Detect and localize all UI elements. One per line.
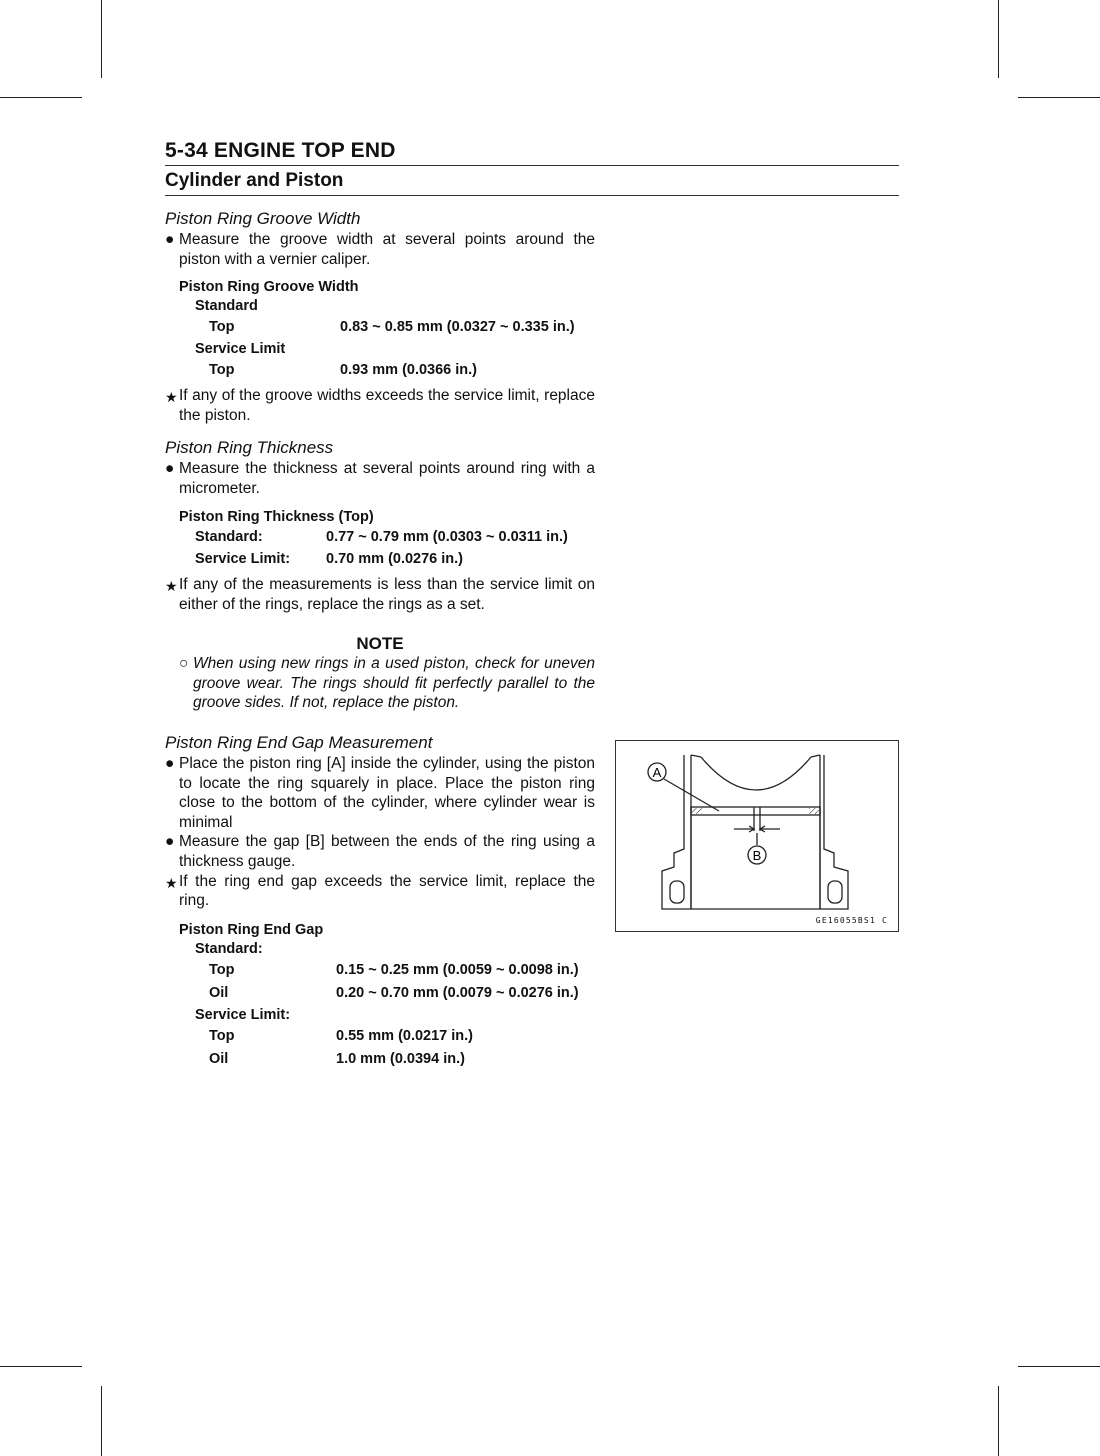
endgap-action-text: If the ring end gap exceeds the service limit, replace the ring. bbox=[179, 872, 595, 910]
endgap-lim-top-row bbox=[209, 1025, 595, 1049]
groove-spec bbox=[179, 278, 595, 382]
spec-value: 0.20 ~ 0.70 mm (0.0079 ~ 0.0276 in.) bbox=[336, 985, 579, 1002]
endgap-action bbox=[165, 872, 595, 911]
spec-key: Oil bbox=[209, 1051, 229, 1068]
crop-mark bbox=[0, 97, 82, 98]
main-content bbox=[165, 208, 595, 1072]
piston-ring bbox=[691, 807, 820, 815]
figure-code: GE16055BS1 C bbox=[815, 916, 888, 925]
endgap-bullet-1-text: Place the piston ring [A] inside the cylinder, using the piston to locate the ring squarely in place. Place the piston ring close to the bottom of the cylinder, where cylinder wear is minimal bbox=[179, 755, 595, 831]
spec-value: 0.70 mm (0.0276 in.) bbox=[326, 550, 464, 567]
spec-value: 1.0 mm (0.0394 in.) bbox=[336, 1051, 465, 1068]
endgap-spec bbox=[179, 921, 595, 1072]
thickness-heading: Piston Ring Thickness bbox=[165, 438, 334, 458]
groove-standard-top-row bbox=[209, 316, 595, 340]
endgap-bullet-2-text: Measure the gap [B] between the ends of the ring using a thickness gauge. bbox=[179, 833, 595, 870]
cylinder-right-wall bbox=[820, 755, 848, 909]
bullet-dot-icon: ● bbox=[165, 460, 175, 478]
page-title: 5-34 ENGINE TOP END bbox=[165, 139, 396, 162]
spec-key: Service Limit: bbox=[195, 550, 291, 567]
figure-label-b: B bbox=[752, 848, 762, 863]
thickness-action bbox=[165, 575, 595, 614]
section-rule bbox=[165, 195, 899, 196]
piston-top-arc bbox=[701, 757, 811, 790]
spec-key: Oil bbox=[209, 985, 229, 1002]
thickness-spec-title: Piston Ring Thickness (Top) bbox=[179, 508, 374, 525]
endgap-lim-oil-row bbox=[209, 1048, 595, 1072]
groove-action bbox=[165, 386, 595, 425]
spec-key: Top bbox=[209, 1027, 235, 1044]
page-header bbox=[165, 137, 899, 196]
crop-mark bbox=[101, 1386, 102, 1456]
spec-value: 0.93 mm (0.0366 in.) bbox=[340, 361, 478, 378]
note-heading: NOTE bbox=[356, 634, 404, 654]
endgap-heading: Piston Ring End Gap Measurement bbox=[165, 733, 433, 753]
crop-mark bbox=[0, 1366, 82, 1367]
spec-value: 0.55 mm (0.0217 in.) bbox=[336, 1027, 474, 1044]
groove-heading: Piston Ring Groove Width bbox=[165, 209, 361, 228]
header-rule bbox=[165, 165, 899, 166]
endgap-std-oil-row bbox=[209, 982, 595, 1006]
circle-icon: ○ bbox=[179, 655, 189, 673]
thickness-bullet bbox=[165, 459, 595, 498]
star-icon: ★ bbox=[165, 578, 178, 595]
note-body: When using new rings in a used piston, check for uneven groove wear. The rings should fit perfectly parallel to the groove sides. If not, replace the piston. bbox=[193, 655, 595, 712]
thickness-limit-row bbox=[195, 548, 595, 572]
star-icon: ★ bbox=[165, 874, 178, 891]
spec-value: 0.15 ~ 0.25 mm (0.0059 ~ 0.0098 in.) bbox=[336, 961, 579, 978]
crop-mark bbox=[998, 1386, 999, 1456]
end-gap-figure bbox=[615, 740, 899, 932]
figure-label-a: A bbox=[652, 765, 662, 780]
endgap-spec-title: Piston Ring End Gap bbox=[179, 921, 324, 938]
spec-key: Top bbox=[209, 319, 235, 336]
crop-mark bbox=[1018, 1366, 1100, 1367]
note-text bbox=[165, 654, 595, 713]
groove-spec-title: Piston Ring Groove Width bbox=[179, 279, 359, 296]
spec-key: Standard: bbox=[195, 528, 263, 545]
endgap-bullet-1 bbox=[165, 754, 595, 832]
groove-action-text: If any of the groove widths exceeds the service limit, replace the piston. bbox=[179, 387, 595, 424]
groove-bullet-text: Measure the groove width at several points around the piston with a vernier caliper. bbox=[179, 231, 595, 268]
star-icon: ★ bbox=[165, 389, 178, 406]
thickness-spec bbox=[179, 508, 595, 572]
groove-limit-label: Service Limit bbox=[195, 340, 286, 357]
thickness-action-text: If any of the measurements is less than the service limit on either of the rings, replace the rings as a set. bbox=[179, 576, 595, 613]
endgap-standard-label: Standard: bbox=[195, 940, 263, 957]
groove-limit-top-row bbox=[209, 359, 595, 383]
thickness-bullet-text: Measure the thickness at several points around ring with a micrometer. bbox=[179, 460, 595, 497]
crop-mark bbox=[101, 0, 102, 78]
spec-value: 0.77 ~ 0.79 mm (0.0303 ~ 0.0311 in.) bbox=[326, 528, 568, 545]
bullet-dot-icon: ● bbox=[165, 833, 175, 851]
spec-value: 0.83 ~ 0.85 mm (0.0327 ~ 0.335 in.) bbox=[340, 319, 575, 336]
groove-standard-label: Standard bbox=[195, 298, 258, 315]
endgap-std-top-row bbox=[209, 959, 595, 983]
groove-bullet bbox=[165, 230, 595, 269]
bullet-dot-icon: ● bbox=[165, 231, 175, 248]
spec-key: Top bbox=[209, 361, 235, 378]
section-title: Cylinder and Piston bbox=[165, 170, 344, 191]
crop-mark bbox=[1018, 97, 1100, 98]
crop-mark bbox=[998, 0, 999, 78]
cylinder-diagram bbox=[616, 741, 898, 931]
endgap-limit-label: Service Limit: bbox=[195, 1006, 291, 1023]
spec-key: Top bbox=[209, 961, 235, 978]
bullet-dot-icon: ● bbox=[165, 755, 175, 773]
cylinder-left-wall bbox=[662, 755, 691, 909]
thickness-standard-row bbox=[195, 527, 595, 548]
endgap-bullet-2 bbox=[165, 832, 595, 871]
